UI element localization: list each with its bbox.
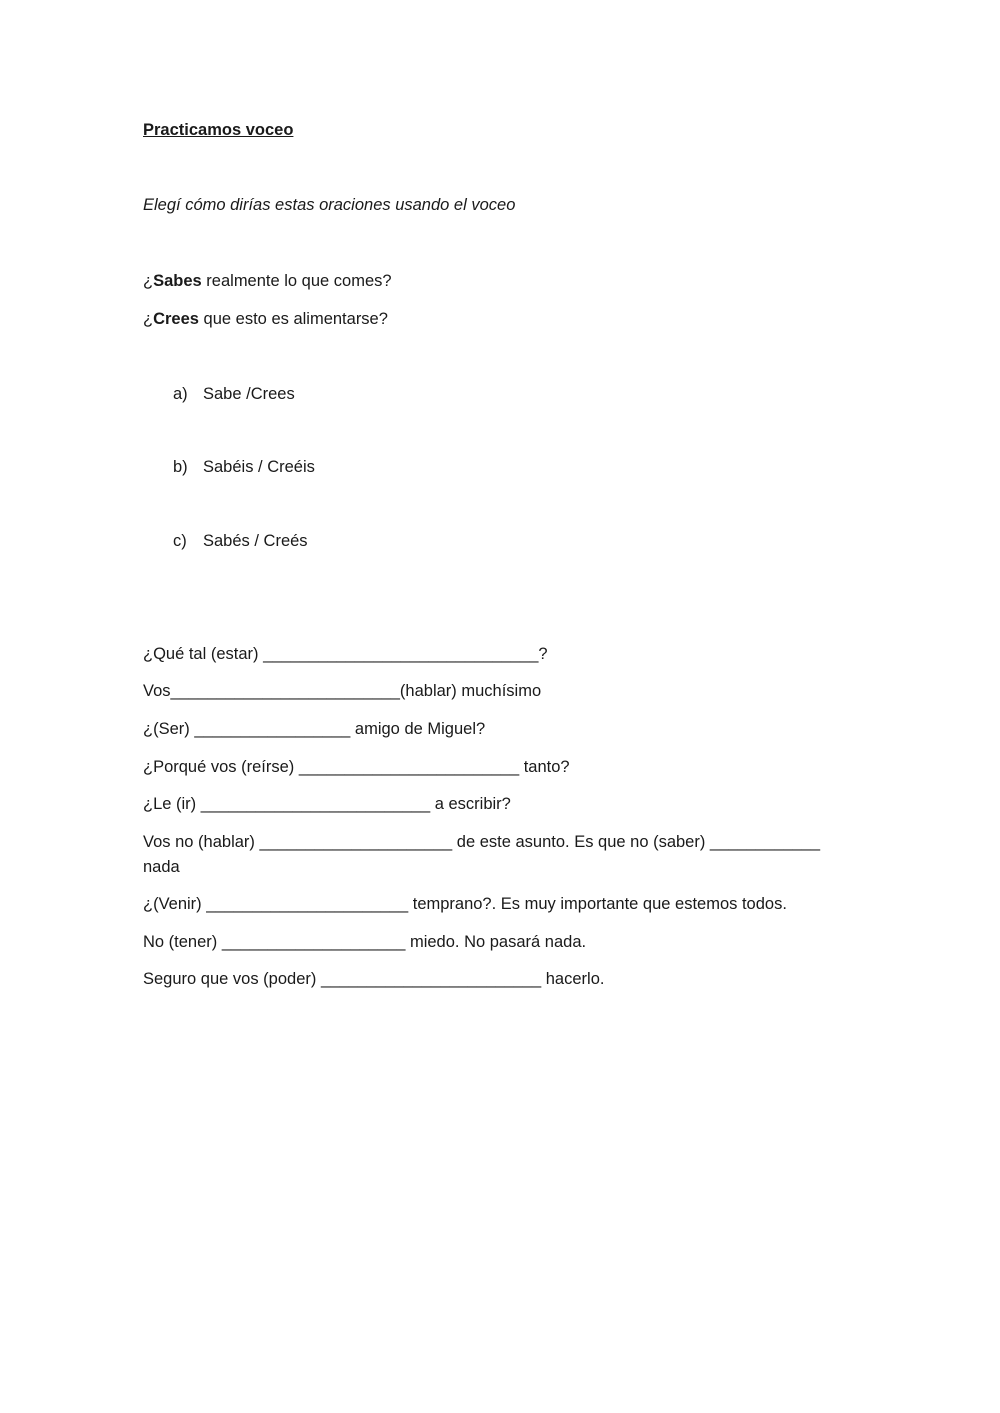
page-title: Practicamos voceo	[143, 121, 294, 139]
question-verb: Crees	[153, 310, 199, 328]
exercise-line: ¿(Venir) ______________________ temprano?. Es muy importante que estemos todos.	[143, 895, 787, 913]
question-verb: Sabes	[153, 272, 202, 290]
instruction-text: Elegí cómo dirías estas oraciones usando el voceo	[143, 196, 516, 214]
exercise-line: Vos no (hablar) _____________________ de este asunto. Es que no (saber) ____________	[143, 833, 821, 851]
question-line	[143, 309, 388, 329]
exercise-line-continued: nada	[143, 858, 180, 876]
exercise-line: ¿Qué tal (estar) ______________________________?	[143, 645, 548, 663]
option-text: Sabéis / Creéis	[203, 458, 315, 476]
exercise-line: Seguro que vos (poder) ________________________ hacerlo.	[143, 970, 605, 988]
option-b[interactable]	[173, 457, 315, 477]
question-line	[143, 271, 392, 291]
option-letter: c)	[173, 532, 187, 550]
exercise-line: Vos_________________________(hablar) muchísimo	[143, 682, 542, 700]
option-a[interactable]	[173, 384, 295, 404]
option-letter: a)	[173, 385, 188, 403]
option-c[interactable]	[173, 531, 308, 551]
exercise-line: No (tener) ____________________ miedo. No pasará nada.	[143, 933, 587, 951]
exercise-line: ¿(Ser) _________________ amigo de Miguel?	[143, 720, 486, 738]
question-prefix: ¿	[143, 272, 154, 290]
question-rest: realmente lo que comes?	[201, 272, 392, 290]
option-letter: b)	[173, 458, 188, 476]
question-prefix: ¿	[143, 310, 154, 328]
option-text: Sabe /Crees	[203, 385, 295, 403]
exercise-line: ¿Porqué vos (reírse) ________________________ tanto?	[143, 758, 570, 776]
option-text: Sabés / Creés	[203, 532, 308, 550]
exercise-line: ¿Le (ir) _________________________ a escribir?	[143, 795, 511, 813]
question-rest: que esto es alimentarse?	[198, 310, 388, 328]
